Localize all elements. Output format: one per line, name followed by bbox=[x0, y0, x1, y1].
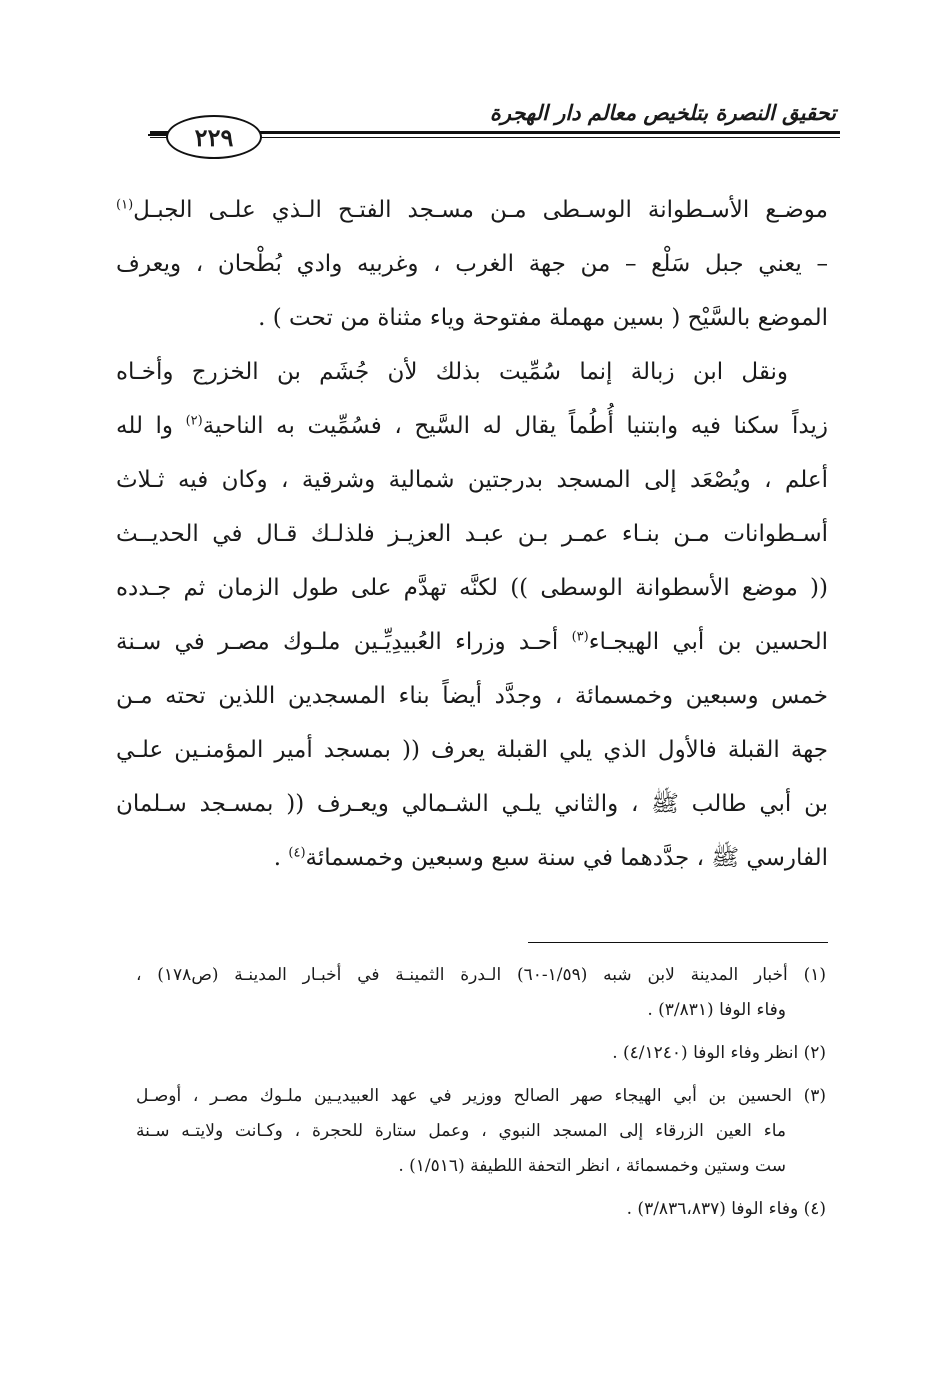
header-rule-stub bbox=[148, 134, 168, 136]
body-line: (( موضع الأسطوانة الوسطى )) لكنَّه تهدَّم على طول الزمان ثم جـدده bbox=[116, 575, 828, 601]
body-line: – يعني جبل سَلْع – من جهة الغرب ، وغربيه وادي بُطْحان ، ويعرف bbox=[116, 251, 828, 277]
footnote-number: (٤) bbox=[803, 1199, 826, 1219]
footnote-4 bbox=[136, 1192, 826, 1227]
note-ref-1[interactable]: (١) bbox=[116, 197, 134, 213]
body-line bbox=[116, 831, 828, 885]
footnote-number: (٣) bbox=[803, 1086, 826, 1106]
footnote-text: أخبار المدينة لابن شبه (١/٥٩-٦٠) الـدرة الثمينـة في أخبـار المدينـة (ص١٧٨) ، bbox=[136, 965, 788, 985]
footnotes bbox=[136, 958, 826, 1227]
footnote-text: وفاء الوفا (٣/٨٣٦،٨٣٧) . bbox=[626, 1199, 799, 1219]
running-title: تحقيق النصرة بتلخيص معالم دار الهجرة bbox=[489, 100, 836, 125]
note-ref-2[interactable]: (٢) bbox=[185, 413, 203, 429]
body-line-text: موضـع الأسـطوانة الوسـطى مـن مسـجد الفتـح الـذي علـى الجبـل bbox=[133, 197, 828, 223]
footnote-3 bbox=[136, 1079, 826, 1114]
note-ref-4[interactable]: (٤) bbox=[288, 845, 306, 861]
body-line-text: وا لله bbox=[116, 413, 186, 439]
footnote-1 bbox=[136, 958, 826, 993]
body-line-text: الحسين بن أبي الهيجـاء bbox=[588, 629, 828, 655]
footnote-number: (١) bbox=[803, 965, 826, 985]
body-line bbox=[116, 615, 828, 669]
body-line-text: الفارسي ﷺ ، جدَّدهما في سنة سبع وسبعين وخمسمائة bbox=[305, 845, 828, 871]
body-line-text: أحـد وزراء العُبيدِيِّـين ملـوك مصـر في سـنة bbox=[116, 629, 559, 655]
body-line-text: . bbox=[273, 845, 282, 871]
body-line: ونقل ابن زبالة إنما سُمِّيت بذلك لأن جُشَم بن الخزرج وأخـاه bbox=[116, 359, 788, 385]
body-text bbox=[116, 183, 828, 885]
footnote-text: انظر وفاء الوفا (٤/١٢٤٠) . bbox=[612, 1043, 799, 1063]
footnote-3-cont: ست وستين وخمسمائة ، انظر التحفة اللطيفة (١/٥١٦) . bbox=[398, 1156, 786, 1176]
body-line: بن أبي طالب ﷺ ، والثاني يلـي الشـمالي ويعـرف (( بمسـجد سـلمان bbox=[116, 791, 828, 817]
body-line: أسـطوانات مـن بنـاء عمـر بـن عبـد العزيـز فلذلـك قـال في الحديــث bbox=[116, 521, 828, 547]
body-line bbox=[116, 183, 828, 237]
body-line bbox=[116, 399, 828, 453]
footnote-separator bbox=[528, 942, 828, 943]
footnote-3-cont: ماء العين الزرقاء إلى المسجد النبوي ، وعمل ستارة للحجرة ، وكـانت ولايتـه سـنة bbox=[136, 1121, 786, 1141]
body-line: جهة القبلة فالأول الذي يلي القبلة يعرف (( بمسجد أمير المؤمنـين علـي bbox=[116, 737, 828, 763]
footnote-text: الحسين بن أبي الهيجاء صهر الصالح ووزير في عهد العبيديـين ملـوك مصـر ، أوصـل bbox=[136, 1086, 792, 1106]
note-ref-3[interactable]: (٣) bbox=[571, 629, 589, 645]
footnote-2 bbox=[136, 1036, 826, 1071]
body-line: أعلم ، ويُصْعَد إلى المسجد بدرجتين شمالية وشرقية ، وكان فيه ثـلاث bbox=[116, 467, 828, 493]
footnote-number: (٢) bbox=[803, 1043, 826, 1063]
body-line-text: زيداً سكنا فيه وابتنيا أُطُماً يقال له السَّيح ، فسُمِّيت به الناحية bbox=[202, 413, 828, 439]
footnote-1-cont: وفاء الوفا (٣/٨٣١) . bbox=[647, 1000, 786, 1020]
body-line: خمس وسبعين وخمسمائة ، وجدَّد أيضاً بناء المسجدين اللذين تحته مـن bbox=[116, 683, 828, 709]
body-line: الموضع بالسَّيْح ( بسين مهملة مفتوحة وياء مثناة من تحت ) . bbox=[258, 305, 828, 331]
page-number: ٢٢٩ bbox=[166, 115, 262, 159]
